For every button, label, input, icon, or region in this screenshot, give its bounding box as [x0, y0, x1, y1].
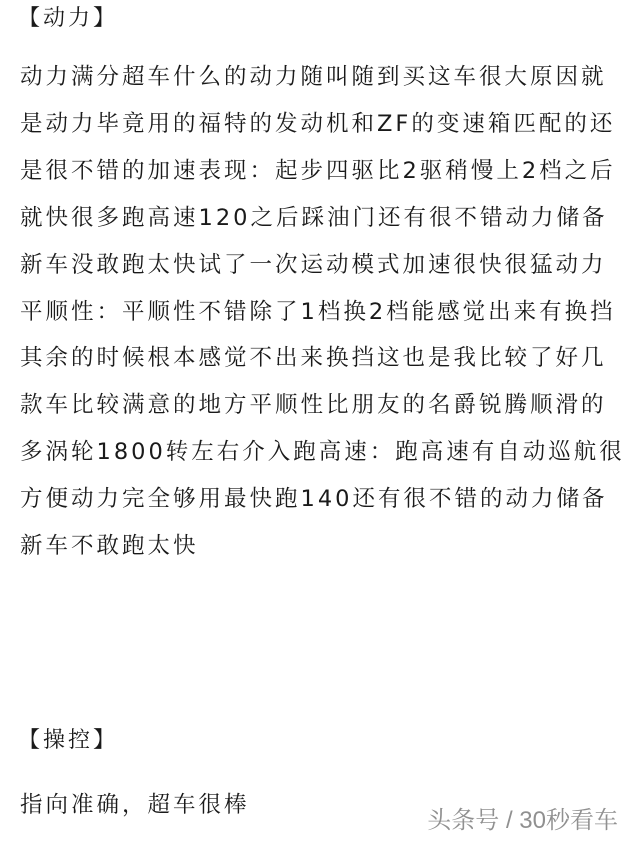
- source-watermark: 头条号 / 30秒看车: [427, 807, 618, 834]
- section-text-handling: 指向准确，超车很棒: [20, 792, 250, 818]
- section-heading-power: 【动力】: [18, 6, 119, 31]
- section-text-power: 动力满分超车什么的动力随叫随到买这车很大原因就是动力毕竟用的福特的发动机和ZF的变速箱匹配的还是很不错的加速表现：起步四驱比2驱稍慢上2档之后就快很多跑高速120之后踩油门还有很不错动力储备新车没敢跑太快试了一次运动模式加速很快很猛动力平顺性：平顺性不错除了1档换2档能感觉出来有换挡其余的时候根本感觉不出来换挡这也是我比较了好几款车比较满意的地方平顺性比朋友的名爵锐腾顺滑的多涡轮1800转左右介入跑高速：跑高速有自动巡航很方便动力完全够用最快跑140还有很不错的动力储备新车不敢跑太快: [20, 64, 625, 560]
- section-heading-handling: 【操控】: [18, 728, 119, 753]
